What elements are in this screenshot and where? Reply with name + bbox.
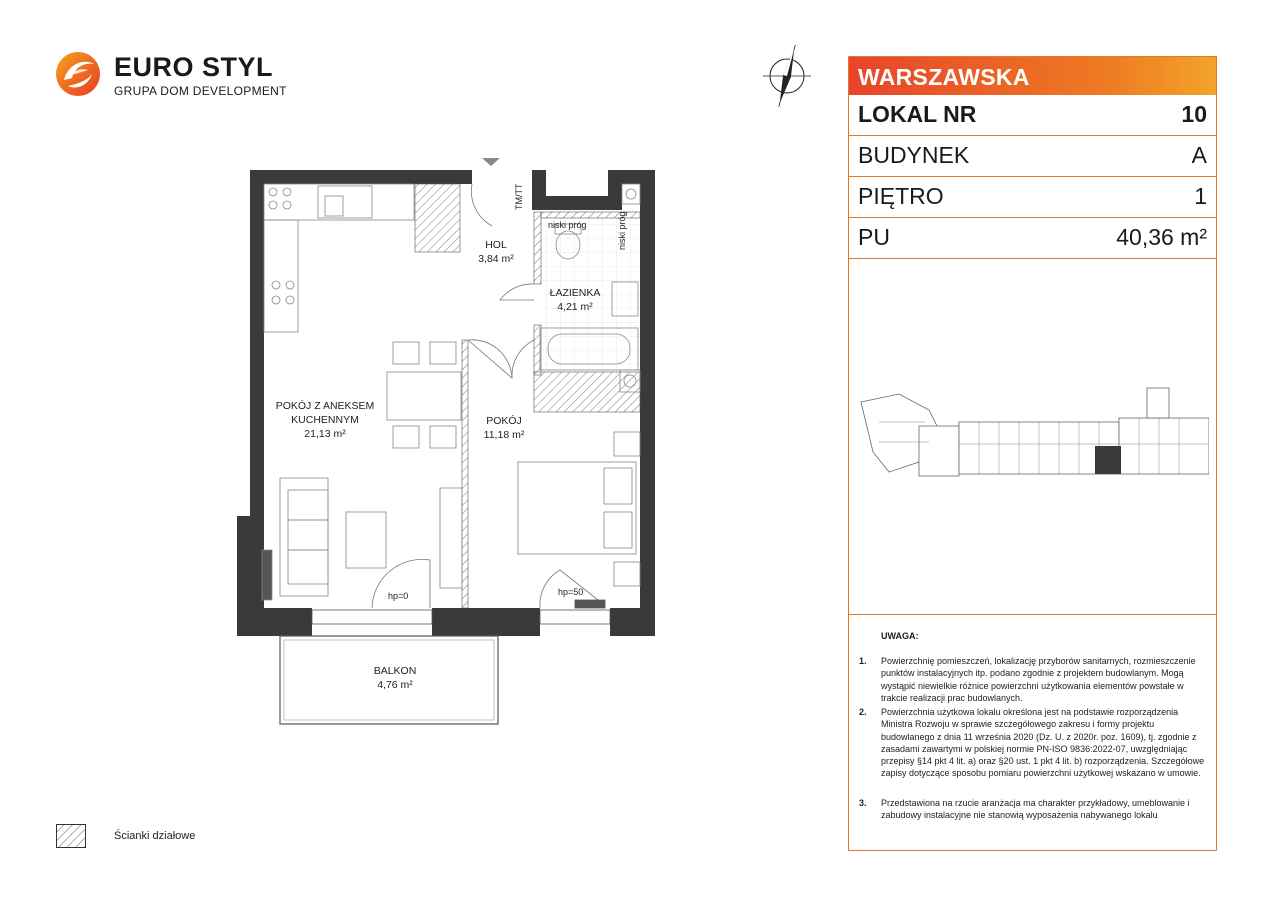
- room-name-line2: KUCHENNYM: [291, 414, 359, 426]
- selected-unit-marker: [1095, 446, 1121, 474]
- notes-heading: UWAGA:: [881, 631, 919, 641]
- room-name: HOL: [485, 239, 507, 251]
- row-pu: [849, 218, 1216, 259]
- bedroom-furniture: [518, 432, 640, 586]
- room-pokoj-aneks: [268, 399, 382, 441]
- row-budynek: [849, 136, 1216, 177]
- note-text: Przedstawiona na rzucie aranżacja ma charakter przykładowy, umeblowanie i zabudowy instalacyjne nie stanowią wyposażenia nabywanego lokalu: [881, 798, 1190, 821]
- threshold-label-vertical: niski próg: [617, 211, 627, 250]
- row-key: PU: [858, 224, 890, 250]
- room-hol: [474, 238, 518, 266]
- note-number: 1.: [859, 656, 867, 666]
- building-key-plan: [859, 382, 1209, 492]
- dining-table: [387, 342, 461, 448]
- note-number: 2.: [859, 707, 867, 717]
- row-value: 1: [1194, 183, 1207, 209]
- tmt-label: TM/TT: [514, 183, 524, 210]
- info-panel: [848, 56, 1217, 851]
- threshold-label: niski próg: [548, 220, 587, 230]
- room-area: 4,21 m²: [557, 301, 593, 313]
- room-name: POKÓJ: [486, 415, 522, 427]
- note-text: Powierzchnia użytkowa lokalu określona jest na podstawie rozporządzenia Ministra Rozwoju w sprawie szczegółowego zakresu i formy projektu budowlanego z dnia 11 września 2020 (Dz. U. z 2020r. poz. 1609), tj. zgodnie z zasadami zawartymi w polskiej normie PN-ISO 9836:2022-07, uwzględniając przepisy §14 pkt 4 lit. a) oraz §20 ust. 1 pkt 4 lit. b) rozporządzenia. Szczegółowe zapisy dotyczące sposobu pomiaru powierzchni użytkowej wskazano w umowie.: [881, 707, 1205, 779]
- kitchen-counter: [264, 184, 414, 332]
- note-2: [859, 706, 1204, 794]
- brand-name: EURO STYL: [114, 52, 274, 82]
- room-area: 21,13 m²: [304, 428, 346, 440]
- brand-tagline: GRUPA DOM DEVELOPMENT: [114, 84, 287, 98]
- room-area: 3,84 m²: [478, 253, 514, 265]
- living-furniture: [262, 478, 462, 600]
- row-key: LOKAL NR: [858, 101, 977, 127]
- note-1: [859, 655, 1204, 705]
- row-key: PIĘTRO: [858, 183, 944, 209]
- notes-divider: [849, 614, 1216, 615]
- row-key: BUDYNEK: [858, 142, 970, 168]
- room-name: BALKON: [373, 665, 417, 677]
- investment-title: WARSZAWSKA: [849, 57, 1216, 95]
- legend-label: Ścianki działowe: [114, 830, 196, 842]
- room-name: POKÓJ Z ANEKSEM: [275, 400, 375, 412]
- note-number: 3.: [859, 798, 867, 808]
- brand-logo: [54, 50, 287, 102]
- room-area: 4,76 m²: [377, 679, 413, 691]
- door-hp-0-label: hp=0: [388, 591, 409, 601]
- room-lazienka: [540, 286, 610, 314]
- row-value: A: [1191, 142, 1207, 168]
- room-pokoj: [476, 414, 532, 442]
- row-lokal-nr: [849, 95, 1216, 136]
- room-area: 11,18 m²: [483, 429, 525, 441]
- partition-legend-swatch: [56, 824, 86, 848]
- door-hp-50-label: hp=50: [558, 587, 584, 597]
- row-pietro: [849, 177, 1216, 218]
- floor-plan: [230, 150, 670, 735]
- note-3: [859, 797, 1204, 837]
- room-name: ŁAZIENKA: [549, 287, 601, 299]
- row-value: 10: [1181, 101, 1207, 127]
- note-text: Powierzchnię pomieszczeń, lokalizację przyborów sanitarnych, rozmieszczenie punktów instalacyjnych itp. podano zgodnie z projektem budowlanym. Mogą wystąpić niewielkie różnice powierzchni użytkowania elementów powstałe w trakcie realizacji prac budowlanych.: [881, 656, 1196, 703]
- north-arrow-icon: [757, 42, 817, 110]
- row-value: 40,36 m²: [1116, 224, 1207, 250]
- euro-styl-logo-icon: [54, 50, 102, 98]
- room-balkon: [360, 664, 430, 692]
